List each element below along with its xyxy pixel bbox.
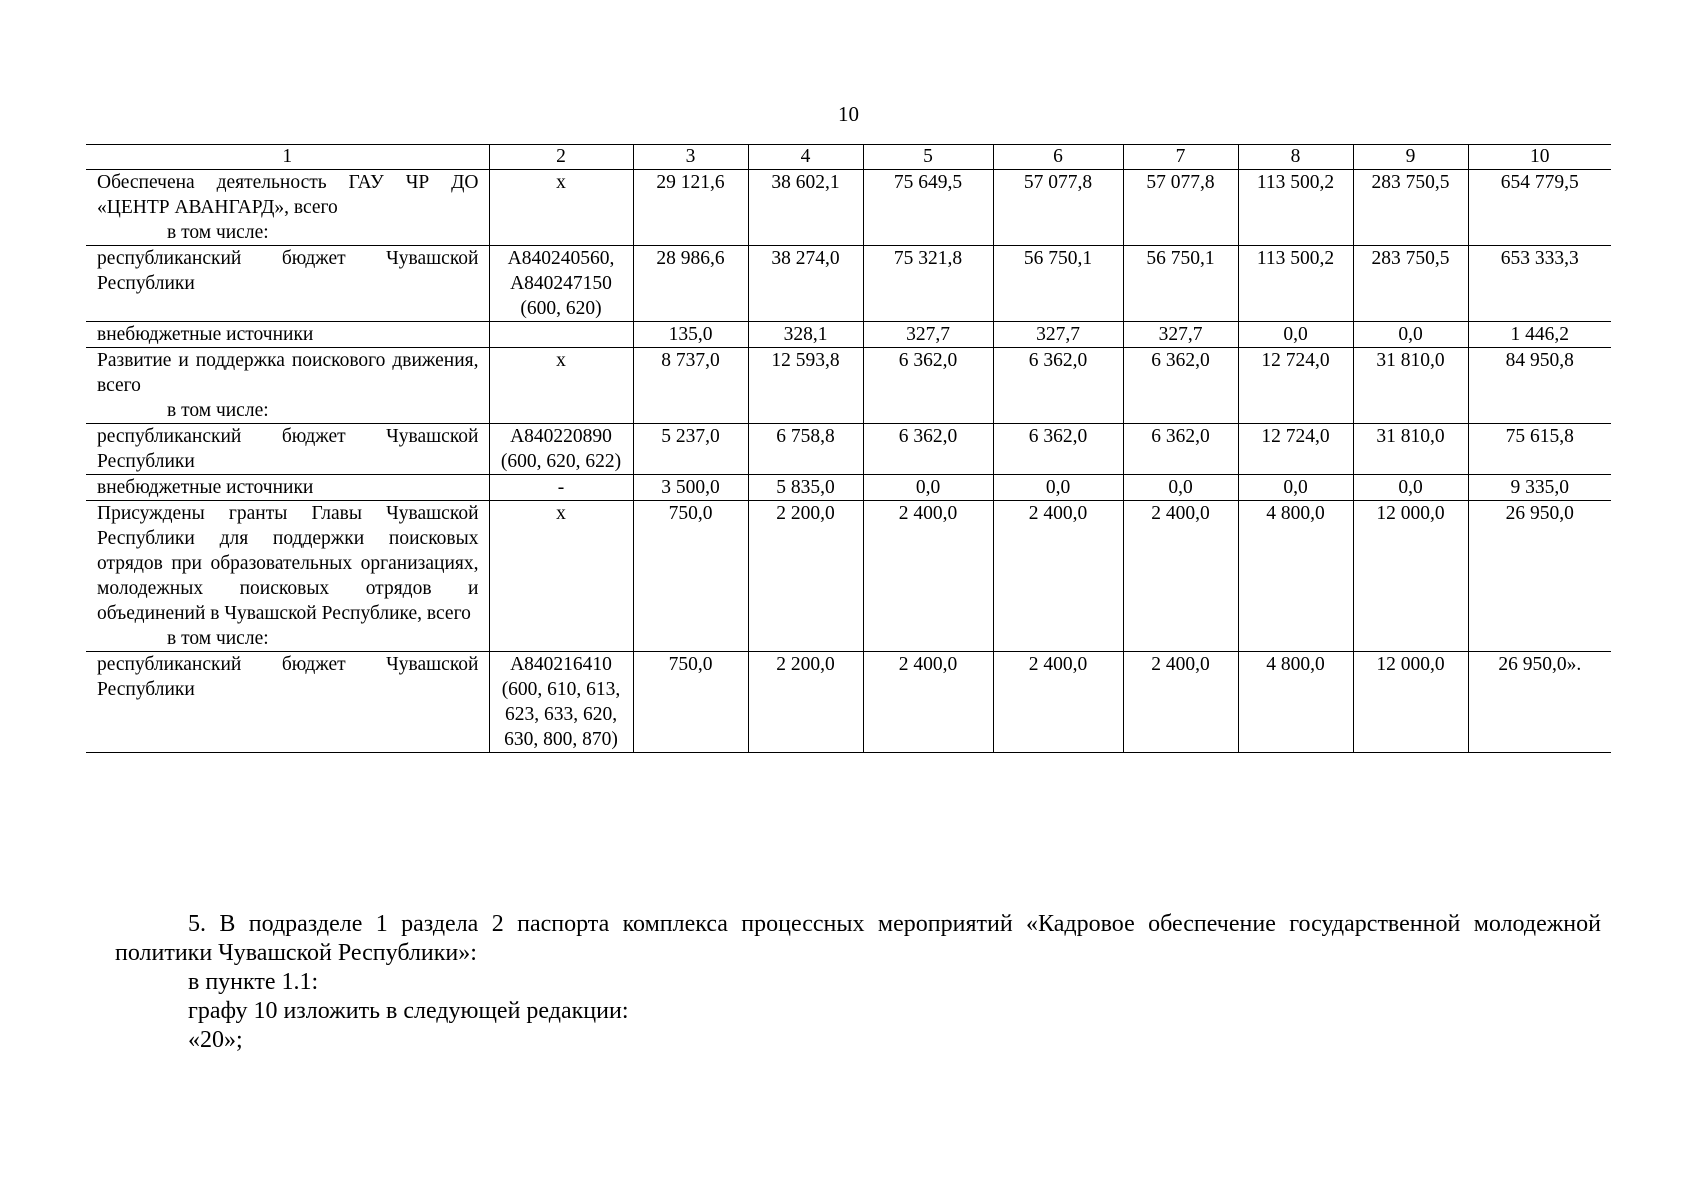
amendment-paragraph: 5. В подразделе 1 раздела 2 паспорта комплекса процессных мероприятий «Кадровое обеспечение государственной молодежной политики Чувашской Республики»: xyxy=(115,911,1601,966)
value-cell: 2 200,0 xyxy=(748,652,863,753)
value-cell: 12 593,8 xyxy=(748,348,863,424)
row-name: Развитие и поддержка поискового движения, всего xyxy=(97,350,479,396)
value-cell: 2 400,0 xyxy=(1123,652,1238,753)
value-cell: 75 321,8 xyxy=(863,246,993,322)
column-header: 1 xyxy=(86,145,489,170)
column-header: 5 xyxy=(863,145,993,170)
value-cell: 12 724,0 xyxy=(1238,424,1353,475)
row-code: А840220890 (600, 620, 622) xyxy=(489,424,633,475)
value-cell: 2 200,0 xyxy=(748,501,863,652)
value-cell: 4 800,0 xyxy=(1238,501,1353,652)
table-row xyxy=(86,501,1611,652)
value-cell: 3 500,0 xyxy=(633,475,748,501)
table-header-row xyxy=(86,145,1611,170)
value-cell: 0,0 xyxy=(1238,322,1353,348)
column-header: 4 xyxy=(748,145,863,170)
amendment-point-line: в пункте 1.1: xyxy=(188,969,319,995)
value-cell: 2 400,0 xyxy=(1123,501,1238,652)
row-code: А840240560, А840247150 (600, 620) xyxy=(489,246,633,322)
value-cell: 6 758,8 xyxy=(748,424,863,475)
value-cell: 6 362,0 xyxy=(993,348,1123,424)
value-cell: 12 724,0 xyxy=(1238,348,1353,424)
row-name: Обеспечена деятельность ГАУ ЧР ДО «ЦЕНТР АВАНГАРД», всего xyxy=(97,172,479,218)
row-subtitle: в том числе: xyxy=(167,222,269,243)
table-row xyxy=(86,348,1611,424)
value-cell: 0,0 xyxy=(1238,475,1353,501)
value-cell: 2 400,0 xyxy=(993,501,1123,652)
value-cell: 84 950,8 xyxy=(1468,348,1611,424)
value-cell: 327,7 xyxy=(1123,322,1238,348)
value-cell: 38 602,1 xyxy=(748,170,863,246)
column-header: 2 xyxy=(489,145,633,170)
value-cell: 113 500,2 xyxy=(1238,246,1353,322)
value-cell: 29 121,6 xyxy=(633,170,748,246)
column-header: 10 xyxy=(1468,145,1611,170)
table-row xyxy=(86,322,1611,348)
value-cell: 31 810,0 xyxy=(1353,348,1468,424)
table-row xyxy=(86,475,1611,501)
row-name: республиканский бюджет Чувашской Республики xyxy=(86,652,489,753)
value-cell: 75 649,5 xyxy=(863,170,993,246)
value-cell: 75 615,8 xyxy=(1468,424,1611,475)
row-code: х xyxy=(489,501,633,652)
value-cell: 57 077,8 xyxy=(1123,170,1238,246)
table-row xyxy=(86,170,1611,246)
page-number: 10 xyxy=(838,102,859,126)
table-row xyxy=(86,652,1611,753)
value-cell: 26 950,0 xyxy=(1468,501,1611,652)
row-name-cell xyxy=(86,348,489,424)
row-name: республиканский бюджет Чувашской Республики xyxy=(86,246,489,322)
value-cell: 328,1 xyxy=(748,322,863,348)
value-cell: 654 779,5 xyxy=(1468,170,1611,246)
row-code: х xyxy=(489,170,633,246)
amendment-value-line: «20»; xyxy=(188,1027,243,1053)
row-code: А840216410 (600, 610, 613, 623, 633, 620, 630, 800, 870) xyxy=(489,652,633,753)
value-cell: 327,7 xyxy=(993,322,1123,348)
row-name: Присуждены гранты Главы Чувашской Республики для поддержки поисковых отрядов при образовательных организациях, молодежных поисковых отрядов и объединений в Чувашской Республике, всего xyxy=(97,503,479,624)
value-cell: 4 800,0 xyxy=(1238,652,1353,753)
table-row xyxy=(86,246,1611,322)
value-cell: 26 950,0». xyxy=(1468,652,1611,753)
row-name: внебюджетные источники xyxy=(86,475,489,501)
value-cell: 0,0 xyxy=(993,475,1123,501)
value-cell: 653 333,3 xyxy=(1468,246,1611,322)
value-cell: 6 362,0 xyxy=(863,348,993,424)
row-name: внебюджетные источники xyxy=(86,322,489,348)
column-header: 3 xyxy=(633,145,748,170)
value-cell: 28 986,6 xyxy=(633,246,748,322)
value-cell: 2 400,0 xyxy=(863,501,993,652)
value-cell: 12 000,0 xyxy=(1353,652,1468,753)
row-code: - xyxy=(489,475,633,501)
row-subtitle: в том числе: xyxy=(167,400,269,421)
column-header: 8 xyxy=(1238,145,1353,170)
amendment-instruction-line: графу 10 изложить в следующей редакции: xyxy=(188,998,629,1024)
value-cell: 6 362,0 xyxy=(993,424,1123,475)
value-cell: 5 237,0 xyxy=(633,424,748,475)
value-cell: 6 362,0 xyxy=(863,424,993,475)
value-cell: 56 750,1 xyxy=(993,246,1123,322)
row-code xyxy=(489,322,633,348)
value-cell: 113 500,2 xyxy=(1238,170,1353,246)
row-name: республиканский бюджет Чувашской Республики xyxy=(86,424,489,475)
value-cell: 12 000,0 xyxy=(1353,501,1468,652)
value-cell: 6 362,0 xyxy=(1123,348,1238,424)
value-cell: 0,0 xyxy=(1353,322,1468,348)
column-header: 6 xyxy=(993,145,1123,170)
value-cell: 2 400,0 xyxy=(863,652,993,753)
column-header: 7 xyxy=(1123,145,1238,170)
budget-table xyxy=(86,144,1611,753)
row-name-cell xyxy=(86,501,489,652)
value-cell: 0,0 xyxy=(1123,475,1238,501)
value-cell: 38 274,0 xyxy=(748,246,863,322)
table-row xyxy=(86,424,1611,475)
value-cell: 283 750,5 xyxy=(1353,246,1468,322)
value-cell: 283 750,5 xyxy=(1353,170,1468,246)
column-header: 9 xyxy=(1353,145,1468,170)
value-cell: 6 362,0 xyxy=(1123,424,1238,475)
value-cell: 0,0 xyxy=(863,475,993,501)
value-cell: 57 077,8 xyxy=(993,170,1123,246)
value-cell: 0,0 xyxy=(1353,475,1468,501)
value-cell: 31 810,0 xyxy=(1353,424,1468,475)
value-cell: 750,0 xyxy=(633,652,748,753)
value-cell: 135,0 xyxy=(633,322,748,348)
row-code: х xyxy=(489,348,633,424)
value-cell: 1 446,2 xyxy=(1468,322,1611,348)
value-cell: 327,7 xyxy=(863,322,993,348)
value-cell: 9 335,0 xyxy=(1468,475,1611,501)
row-name-cell xyxy=(86,170,489,246)
value-cell: 5 835,0 xyxy=(748,475,863,501)
value-cell: 750,0 xyxy=(633,501,748,652)
value-cell: 2 400,0 xyxy=(993,652,1123,753)
value-cell: 8 737,0 xyxy=(633,348,748,424)
row-subtitle: в том числе: xyxy=(167,628,269,649)
value-cell: 56 750,1 xyxy=(1123,246,1238,322)
